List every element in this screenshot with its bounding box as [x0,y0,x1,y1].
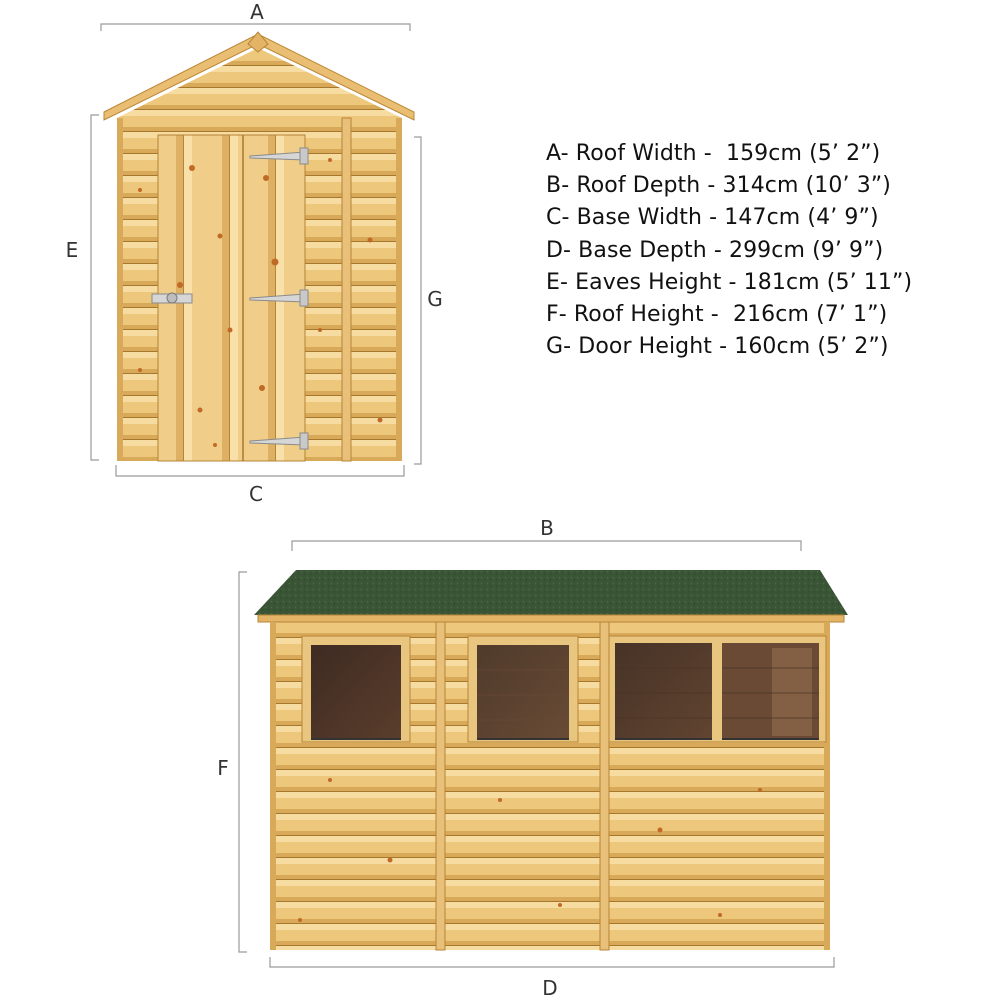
shed-front-view [104,32,414,461]
finial [248,32,268,52]
dimension-line-e [91,115,99,460]
side-post-2 [600,622,609,950]
dimension-line-a [101,24,410,31]
dimension-line-c [116,465,404,476]
dimension-label-e: E [65,238,79,262]
dimension-line-g [414,137,421,464]
shed-side-view [254,570,848,950]
dimension-label-g: G [427,287,443,311]
spec-roof-height: F- Roof Height - 216cm (7’ 1”) [546,302,888,328]
door-hasp-lock [152,293,192,303]
roof-felt [254,570,848,615]
window-3 [609,636,826,742]
front-gable [117,48,402,118]
spec-door-height: G- Door Height - 160cm (5’ 2”) [546,334,889,360]
roof-fascia [258,615,844,622]
dimension-label-c: C [249,482,263,506]
dimension-label-b: B [540,516,554,540]
dimension-label-f: F [217,756,229,780]
side-post-left [270,622,276,950]
door-frame-trim [342,118,351,461]
side-post-1 [436,622,445,950]
dimension-label-d: D [542,976,558,1000]
window-2 [468,636,578,742]
spec-base-depth: D- Base Depth - 299cm (9’ 9”) [546,237,884,263]
dimension-line-d [270,957,834,967]
dimension-line-f [239,572,247,952]
dimension-spec-list [546,138,912,363]
corner-post-right [396,118,402,461]
dimension-label-a: A [250,0,264,24]
corner-post-left [117,118,123,461]
spec-eaves-height: E- Eaves Height - 181cm (5’ 11”) [546,269,913,295]
spec-base-width: C- Base Width - 147cm (4’ 9”) [546,205,879,231]
spec-roof-width: A- Roof Width - 159cm (5’ 2”) [546,141,881,166]
dimension-line-b [292,541,801,551]
window-1 [302,636,410,742]
spec-roof-depth: B- Roof Depth - 314cm (10’ 3”) [546,173,891,199]
